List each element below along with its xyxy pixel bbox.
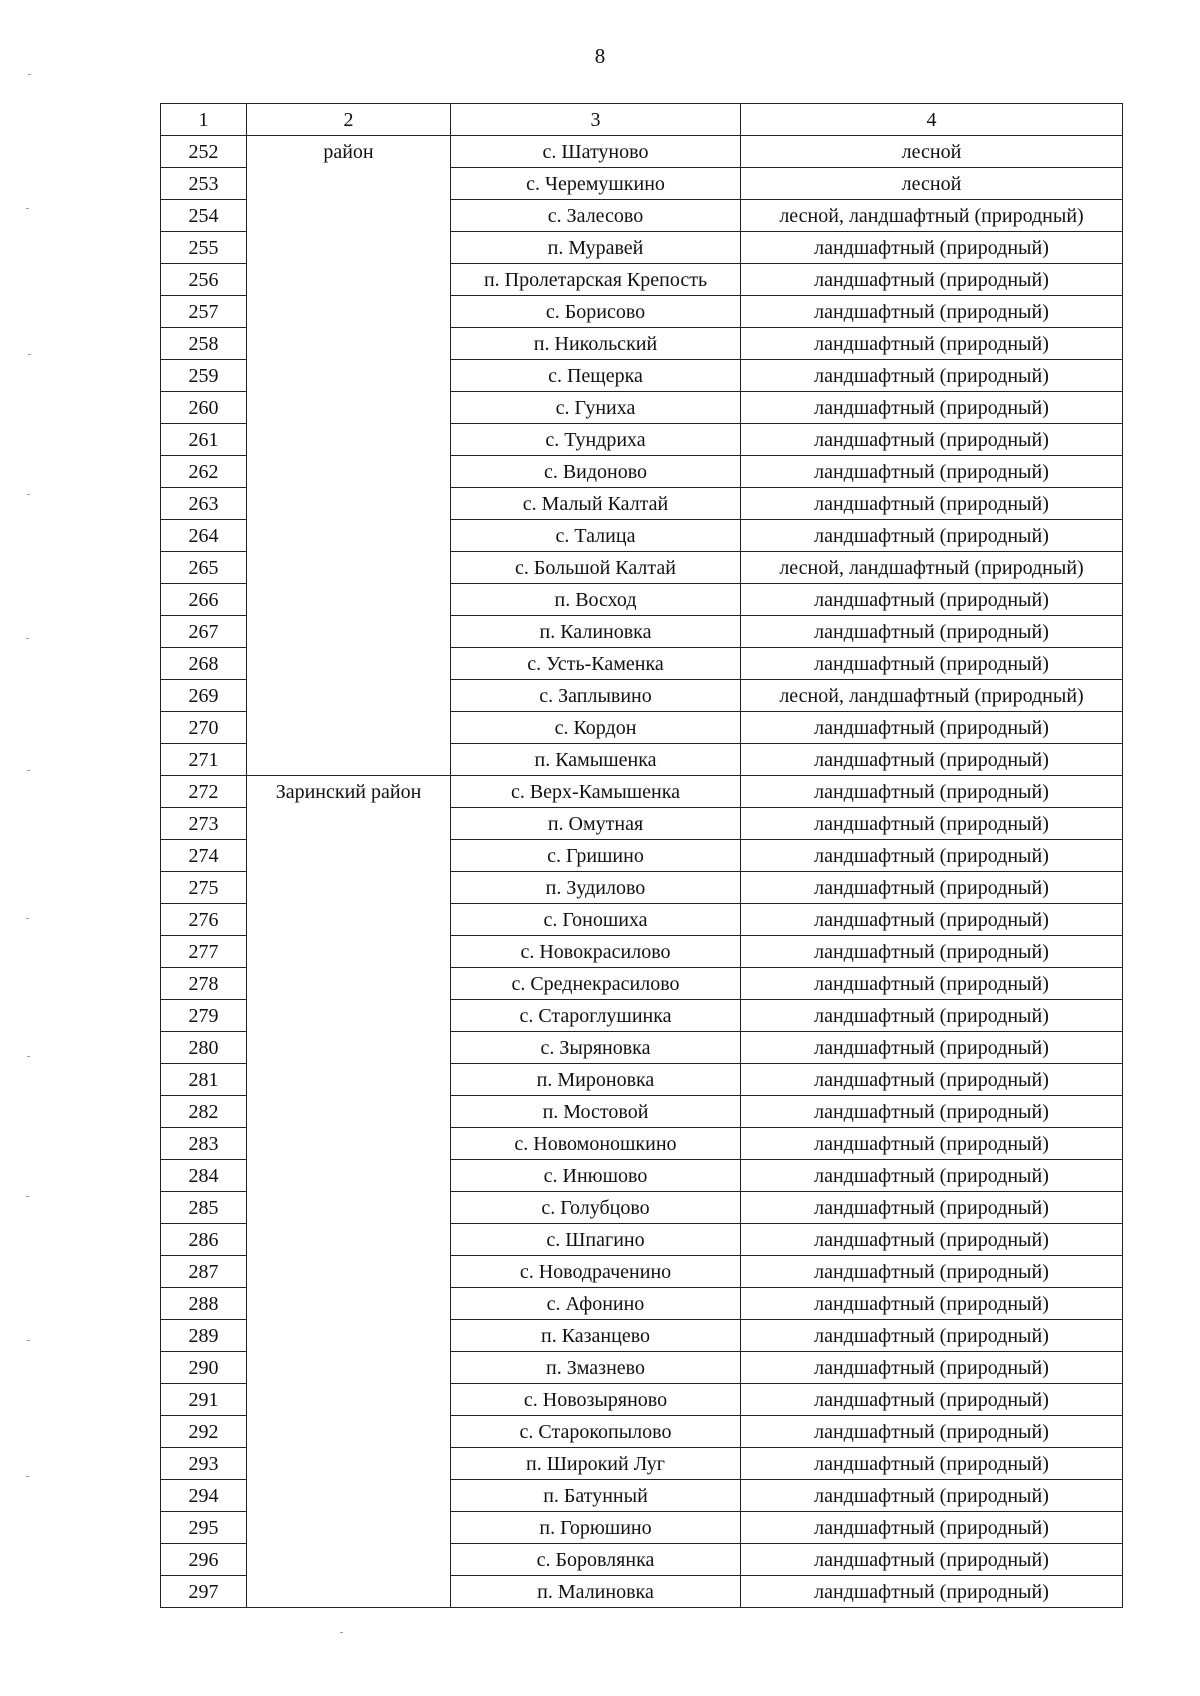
- row-number-cell: 289: [161, 1320, 247, 1352]
- zone-type-cell: ландшафтный (природный): [741, 1544, 1123, 1576]
- row-number-cell: 294: [161, 1480, 247, 1512]
- zone-type-cell: ландшафтный (природный): [741, 456, 1123, 488]
- zone-type-cell: ландшафтный (природный): [741, 648, 1123, 680]
- settlement-cell: п. Муравей: [451, 232, 741, 264]
- settlement-cell: с. Большой Калтай: [451, 552, 741, 584]
- row-number-cell: 284: [161, 1160, 247, 1192]
- row-number-cell: 261: [161, 424, 247, 456]
- district-cell: район: [247, 136, 451, 776]
- zone-type-cell: ландшафтный (природный): [741, 1064, 1123, 1096]
- zone-type-cell: ландшафтный (природный): [741, 1480, 1123, 1512]
- scan-speck: [28, 354, 31, 355]
- row-number-cell: 257: [161, 296, 247, 328]
- zone-type-cell: лесной: [741, 168, 1123, 200]
- row-number-cell: 279: [161, 1000, 247, 1032]
- row-number-cell: 296: [161, 1544, 247, 1576]
- settlement-cell: с. Малый Калтай: [451, 488, 741, 520]
- row-number-cell: 278: [161, 968, 247, 1000]
- row-number-cell: 291: [161, 1384, 247, 1416]
- settlement-cell: п. Мостовой: [451, 1096, 741, 1128]
- row-number-cell: 272: [161, 776, 247, 808]
- row-number-cell: 267: [161, 616, 247, 648]
- header-row: [161, 104, 1123, 136]
- settlement-cell: с. Инюшово: [451, 1160, 741, 1192]
- row-number-cell: 269: [161, 680, 247, 712]
- settlement-cell: п. Казанцево: [451, 1320, 741, 1352]
- zone-type-cell: ландшафтный (природный): [741, 488, 1123, 520]
- zone-type-cell: ландшафтный (природный): [741, 1576, 1123, 1608]
- row-number-cell: 255: [161, 232, 247, 264]
- settlement-cell: п. Горюшино: [451, 1512, 741, 1544]
- settlement-cell: п. Никольский: [451, 328, 741, 360]
- row-number-cell: 281: [161, 1064, 247, 1096]
- settlement-cell: п. Омутная: [451, 808, 741, 840]
- zone-type-cell: ландшафтный (природный): [741, 936, 1123, 968]
- column-header-2: 2: [247, 104, 451, 136]
- scan-speck: [26, 638, 29, 639]
- settlement-cell: п. Широкий Луг: [451, 1448, 741, 1480]
- row-number-cell: 288: [161, 1288, 247, 1320]
- row-number-cell: 262: [161, 456, 247, 488]
- settlement-cell: с. Усть-Каменка: [451, 648, 741, 680]
- zone-type-cell: ландшафтный (природный): [741, 1256, 1123, 1288]
- zone-type-cell: лесной: [741, 136, 1123, 168]
- settlement-cell: с. Староглушинка: [451, 1000, 741, 1032]
- settlement-cell: с. Боровлянка: [451, 1544, 741, 1576]
- zone-type-cell: ландшафтный (природный): [741, 1096, 1123, 1128]
- zone-type-cell: лесной, ландшафтный (природный): [741, 552, 1123, 584]
- page-number: 8: [594, 44, 606, 68]
- table-row: [161, 776, 1123, 808]
- column-header-1: 1: [161, 104, 247, 136]
- settlement-cell: п. Калиновка: [451, 616, 741, 648]
- settlement-cell: с. Тундриха: [451, 424, 741, 456]
- zone-type-cell: ландшафтный (природный): [741, 872, 1123, 904]
- zone-type-cell: ландшафтный (природный): [741, 840, 1123, 872]
- zone-type-cell: ландшафтный (природный): [741, 1192, 1123, 1224]
- row-number-cell: 290: [161, 1352, 247, 1384]
- column-header-4: 4: [741, 104, 1123, 136]
- row-number-cell: 283: [161, 1128, 247, 1160]
- row-number-cell: 292: [161, 1416, 247, 1448]
- settlement-cell: с. Новокрасилово: [451, 936, 741, 968]
- zone-type-cell: ландшафтный (природный): [741, 616, 1123, 648]
- zone-type-cell: ландшафтный (природный): [741, 968, 1123, 1000]
- settlement-cell: п. Пролетарская Крепость: [451, 264, 741, 296]
- zone-type-cell: ландшафтный (природный): [741, 1352, 1123, 1384]
- zone-type-cell: ландшафтный (природный): [741, 1448, 1123, 1480]
- row-number-cell: 277: [161, 936, 247, 968]
- row-number-cell: 271: [161, 744, 247, 776]
- zone-type-cell: ландшафтный (природный): [741, 712, 1123, 744]
- row-number-cell: 256: [161, 264, 247, 296]
- settlement-cell: с. Афонино: [451, 1288, 741, 1320]
- zone-type-cell: ландшафтный (природный): [741, 1000, 1123, 1032]
- zone-type-cell: ландшафтный (природный): [741, 1128, 1123, 1160]
- row-number-cell: 297: [161, 1576, 247, 1608]
- row-number-cell: 266: [161, 584, 247, 616]
- row-number-cell: 276: [161, 904, 247, 936]
- settlement-cell: с. Гоношиха: [451, 904, 741, 936]
- row-number-cell: 260: [161, 392, 247, 424]
- settlement-cell: п. Малиновка: [451, 1576, 741, 1608]
- zone-type-cell: ландшафтный (природный): [741, 904, 1123, 936]
- scan-speck: [27, 1056, 30, 1057]
- settlement-cell: с. Голубцово: [451, 1192, 741, 1224]
- zone-type-cell: ландшафтный (природный): [741, 1320, 1123, 1352]
- settlement-cell: п. Батунный: [451, 1480, 741, 1512]
- zone-type-cell: ландшафтный (природный): [741, 1512, 1123, 1544]
- settlement-cell: п. Камышенка: [451, 744, 741, 776]
- zone-type-cell: ландшафтный (природный): [741, 392, 1123, 424]
- row-number-cell: 259: [161, 360, 247, 392]
- settlement-cell: с. Среднекрасилово: [451, 968, 741, 1000]
- settlements-table: [160, 103, 1123, 1608]
- settlement-cell: п. Мироновка: [451, 1064, 741, 1096]
- row-number-cell: 254: [161, 200, 247, 232]
- zone-type-cell: ландшафтный (природный): [741, 424, 1123, 456]
- settlement-cell: с. Борисово: [451, 296, 741, 328]
- row-number-cell: 264: [161, 520, 247, 552]
- scan-speck: [340, 1632, 343, 1633]
- settlement-cell: с. Залесово: [451, 200, 741, 232]
- zone-type-cell: ландшафтный (природный): [741, 328, 1123, 360]
- scan-speck: [27, 1340, 30, 1341]
- zone-type-cell: ландшафтный (природный): [741, 1416, 1123, 1448]
- settlement-cell: с. Новодраченино: [451, 1256, 741, 1288]
- row-number-cell: 274: [161, 840, 247, 872]
- settlement-cell: с. Новомоношкино: [451, 1128, 741, 1160]
- row-number-cell: 293: [161, 1448, 247, 1480]
- zone-type-cell: ландшафтный (природный): [741, 744, 1123, 776]
- settlement-cell: п. Змазнево: [451, 1352, 741, 1384]
- table-row: [161, 136, 1123, 168]
- row-number-cell: 280: [161, 1032, 247, 1064]
- settlement-cell: п. Зудилово: [451, 872, 741, 904]
- settlement-cell: п. Восход: [451, 584, 741, 616]
- settlement-cell: с. Кордон: [451, 712, 741, 744]
- table-body: [161, 136, 1123, 1608]
- zone-type-cell: ландшафтный (природный): [741, 360, 1123, 392]
- settlement-cell: с. Гуниха: [451, 392, 741, 424]
- zone-type-cell: ландшафтный (природный): [741, 232, 1123, 264]
- scan-speck: [27, 494, 30, 495]
- settlement-cell: с. Верх-Камышенка: [451, 776, 741, 808]
- row-number-cell: 252: [161, 136, 247, 168]
- zone-type-cell: ландшафтный (природный): [741, 264, 1123, 296]
- zone-type-cell: ландшафтный (природный): [741, 520, 1123, 552]
- settlement-cell: с. Черемушкино: [451, 168, 741, 200]
- row-number-cell: 295: [161, 1512, 247, 1544]
- scan-speck: [26, 1476, 29, 1477]
- row-number-cell: 265: [161, 552, 247, 584]
- scan-speck: [27, 770, 30, 771]
- settlement-cell: с. Шатуново: [451, 136, 741, 168]
- row-number-cell: 287: [161, 1256, 247, 1288]
- settlement-cell: с. Заплывино: [451, 680, 741, 712]
- row-number-cell: 285: [161, 1192, 247, 1224]
- row-number-cell: 286: [161, 1224, 247, 1256]
- zone-type-cell: ландшафтный (природный): [741, 584, 1123, 616]
- district-cell: Заринский район: [247, 776, 451, 1608]
- settlement-cell: с. Гришино: [451, 840, 741, 872]
- row-number-cell: 282: [161, 1096, 247, 1128]
- settlement-cell: с. Пещерка: [451, 360, 741, 392]
- settlement-cell: с. Новозыряново: [451, 1384, 741, 1416]
- zone-type-cell: лесной, ландшафтный (природный): [741, 200, 1123, 232]
- row-number-cell: 258: [161, 328, 247, 360]
- zone-type-cell: ландшафтный (природный): [741, 1224, 1123, 1256]
- column-header-3: 3: [451, 104, 741, 136]
- scan-speck: [26, 918, 29, 919]
- zone-type-cell: ландшафтный (природный): [741, 1160, 1123, 1192]
- zone-type-cell: ландшафтный (природный): [741, 1032, 1123, 1064]
- zone-type-cell: ландшафтный (природный): [741, 1384, 1123, 1416]
- row-number-cell: 275: [161, 872, 247, 904]
- table-header: [161, 104, 1123, 136]
- settlement-cell: с. Старокопылово: [451, 1416, 741, 1448]
- scan-speck: [26, 1196, 29, 1197]
- row-number-cell: 253: [161, 168, 247, 200]
- row-number-cell: 270: [161, 712, 247, 744]
- settlement-cell: с. Видоново: [451, 456, 741, 488]
- zone-type-cell: ландшафтный (природный): [741, 808, 1123, 840]
- zone-type-cell: ландшафтный (природный): [741, 296, 1123, 328]
- zone-type-cell: ландшафтный (природный): [741, 776, 1123, 808]
- scan-speck: [26, 208, 29, 209]
- settlement-cell: с. Талица: [451, 520, 741, 552]
- settlement-cell: с. Шпагино: [451, 1224, 741, 1256]
- row-number-cell: 273: [161, 808, 247, 840]
- row-number-cell: 263: [161, 488, 247, 520]
- row-number-cell: 268: [161, 648, 247, 680]
- scan-speck: [28, 74, 31, 75]
- zone-type-cell: ландшафтный (природный): [741, 1288, 1123, 1320]
- settlement-cell: с. Зыряновка: [451, 1032, 741, 1064]
- zone-type-cell: лесной, ландшафтный (природный): [741, 680, 1123, 712]
